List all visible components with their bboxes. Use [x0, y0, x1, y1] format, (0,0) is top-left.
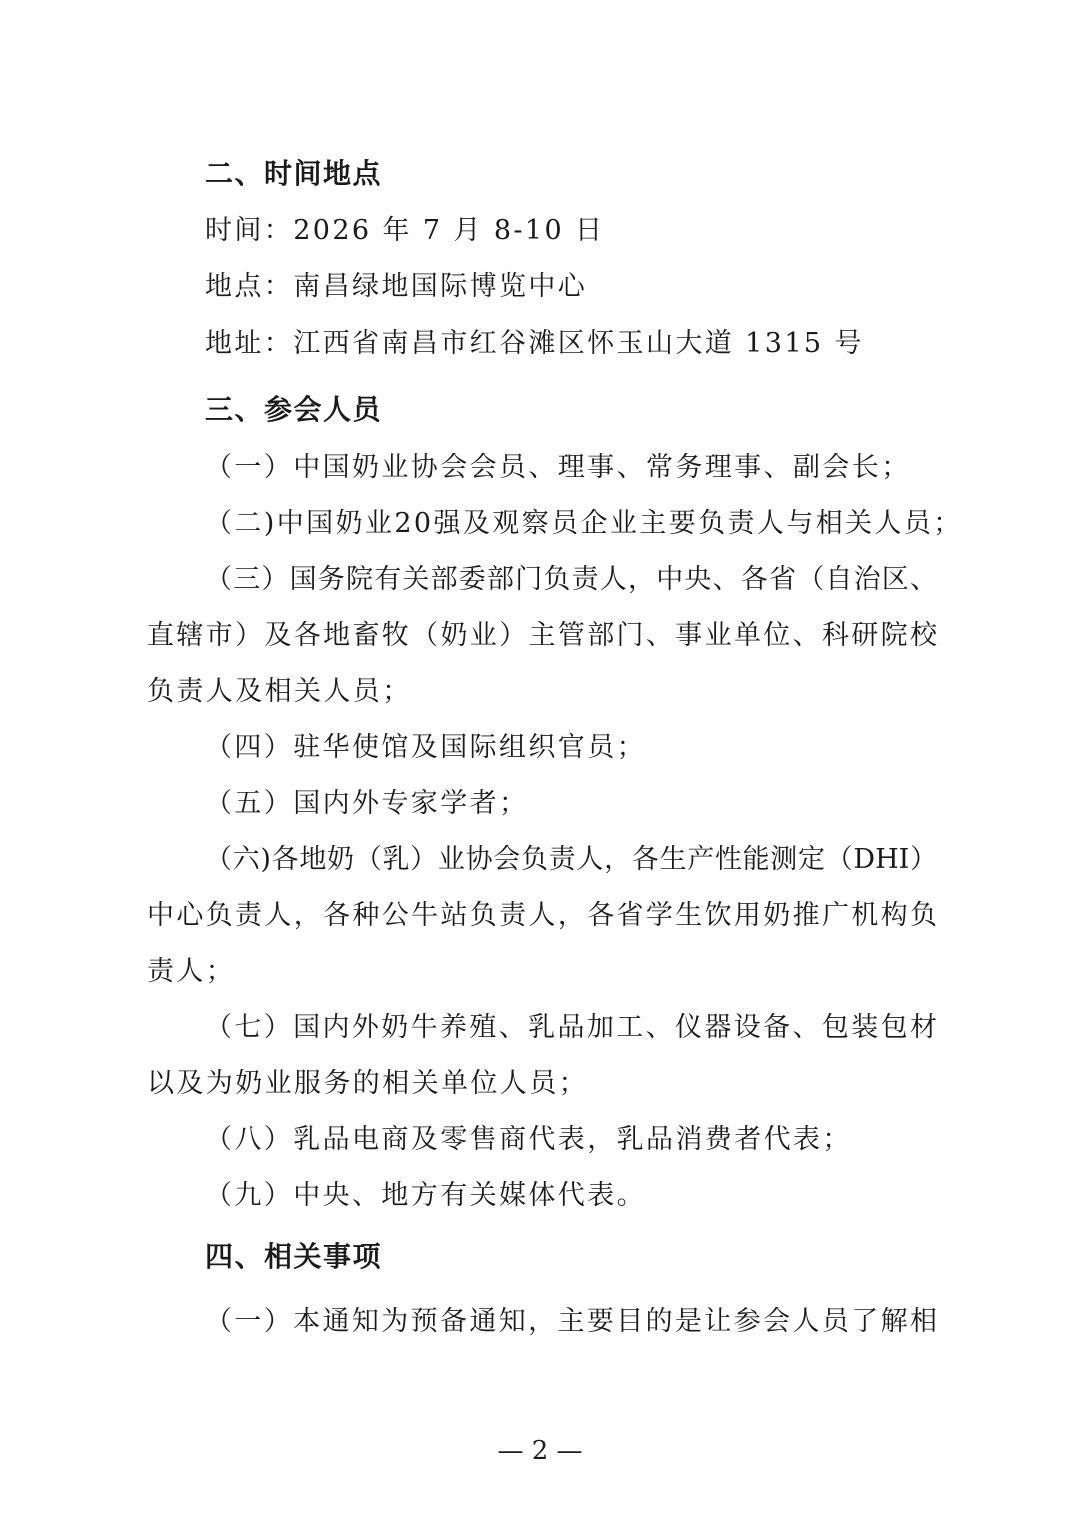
attendee-item-7-line-2: 以及为奶业服务的相关单位人员； — [147, 1068, 588, 1099]
section-heading-related-matters: 四、相关事项 — [205, 1240, 383, 1273]
section-heading-attendees: 三、参会人员 — [205, 393, 383, 426]
event-time: 时间：2026 年 7 月 8-10 日 — [205, 215, 605, 246]
attendee-item-2: （二)中国奶业20强及观察员企业主要负责人与相关人员； — [205, 508, 963, 539]
attendee-item-8: （八）乳品电商及零售商代表，乳品消费者代表； — [205, 1124, 852, 1155]
attendee-item-1: （一）中国奶业协会会员、理事、常务理事、副会长； — [205, 452, 911, 483]
attendee-item-4: （四）驻华使馆及国际组织官员； — [205, 732, 646, 763]
attendee-item-5: （五）国内外专家学者； — [205, 788, 529, 819]
attendee-item-6-line-2: 中心负责人，各种公牛站负责人，各省学生饮用奶推广机构负 — [147, 900, 937, 931]
attendee-item-3-line-2: 直辖市）及各地畜牧（奶业）主管部门、事业单位、科研院校 — [147, 620, 937, 651]
page-number: — 2 — — [497, 1436, 583, 1466]
related-matters-item-1-line-1: （一）本通知为预备通知，主要目的是让参会人员了解相 — [205, 1306, 937, 1337]
attendee-item-3-line-3: 负责人及相关人员； — [147, 676, 412, 707]
attendee-item-6-line-3: 责人； — [147, 956, 236, 987]
attendee-item-9: （九）中央、地方有关媒体代表。 — [205, 1180, 646, 1211]
attendee-item-6-line-1: （六)各地奶（乳）业协会负责人，各生产性能测定（DHI） — [205, 844, 937, 875]
section-heading-time-place: 二、时间地点 — [205, 157, 383, 190]
attendee-item-7-line-1: （七）国内外奶牛养殖、乳品加工、仪器设备、包装包材 — [205, 1012, 937, 1043]
event-address: 地址：江西省南昌市红谷滩区怀玉山大道 1315 号 — [205, 328, 864, 359]
event-venue: 地点：南昌绿地国际博览中心 — [205, 271, 588, 302]
attendee-item-3-line-1: （三）国务院有关部委部门负责人，中央、各省（自治区、 — [205, 564, 937, 595]
